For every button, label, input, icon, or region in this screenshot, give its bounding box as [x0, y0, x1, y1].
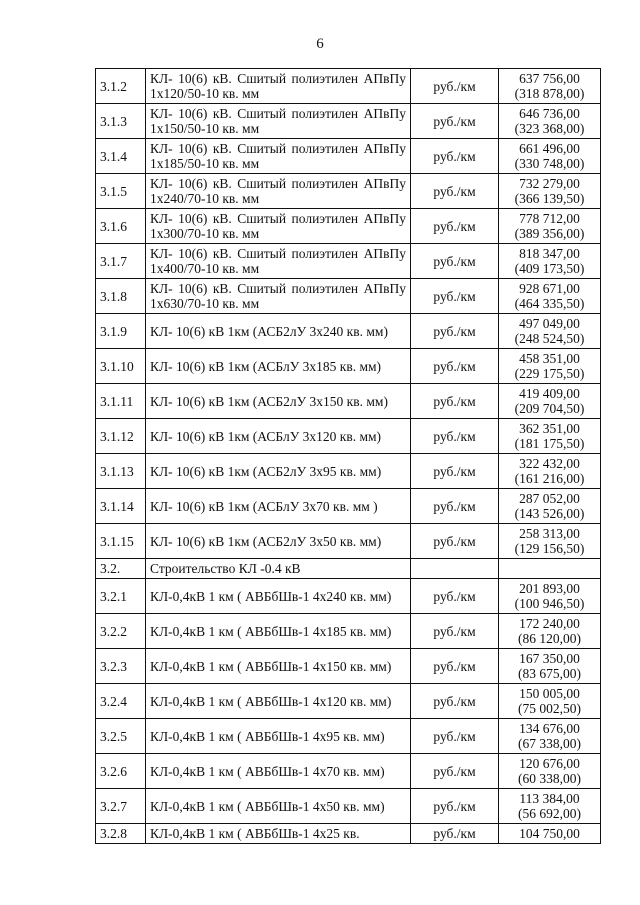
row-unit: руб./км [411, 614, 499, 649]
row-unit: руб./км [411, 104, 499, 139]
price-value-secondary: (67 338,00) [518, 736, 581, 751]
row-number: 3.1.12 [96, 419, 146, 454]
row-price [499, 489, 601, 524]
price-value: 150 005,00 [519, 686, 580, 701]
row-number: 3.2.5 [96, 719, 146, 754]
price-value-secondary: (60 338,00) [518, 771, 581, 786]
price-value: 928 671,00 [519, 281, 580, 296]
row-unit: руб./км [411, 349, 499, 384]
price-value: 732 279,00 [519, 176, 580, 191]
table-row [96, 524, 601, 559]
table-row [96, 279, 601, 314]
row-price [499, 789, 601, 824]
price-value-secondary: (248 524,50) [514, 331, 585, 346]
row-price [499, 419, 601, 454]
row-unit: руб./км [411, 419, 499, 454]
row-unit: руб./км [411, 454, 499, 489]
row-price [499, 244, 601, 279]
price-value-secondary: (366 139,50) [514, 191, 585, 206]
row-number: 3.1.10 [96, 349, 146, 384]
price-value-secondary: (143 526,00) [514, 506, 585, 521]
price-value-secondary: (464 335,50) [514, 296, 585, 311]
row-unit: руб./км [411, 579, 499, 614]
row-price [499, 209, 601, 244]
price-value-secondary: (129 156,50) [514, 541, 585, 556]
price-value: 458 351,00 [519, 351, 580, 366]
price-value-secondary: (209 704,50) [514, 401, 585, 416]
row-unit: руб./км [411, 524, 499, 559]
row-unit: руб./км [411, 824, 499, 844]
row-unit: руб./км [411, 279, 499, 314]
price-value: 258 313,00 [519, 526, 580, 541]
price-value: 646 736,00 [519, 106, 580, 121]
table-row [96, 384, 601, 419]
price-value: 778 712,00 [519, 211, 580, 226]
row-number: 3.2.6 [96, 754, 146, 789]
row-price [499, 349, 601, 384]
row-description: КЛ- 10(6) кВ. Сшитый полиэтилен АПвПу 1х150/50-10 кв. мм [146, 104, 411, 139]
price-value-secondary: (86 120,00) [518, 631, 581, 646]
table-row [96, 349, 601, 384]
row-number: 3.1.15 [96, 524, 146, 559]
table-row [96, 684, 601, 719]
price-value-secondary: (181 175,50) [514, 436, 585, 451]
row-number: 3.1.13 [96, 454, 146, 489]
price-value-secondary: (56 692,00) [518, 806, 581, 821]
row-description: КЛ- 10(6) кВ 1км (АСБ2лУ 3х95 кв. мм) [146, 454, 411, 489]
row-number: 3.1.3 [96, 104, 146, 139]
row-unit: руб./км [411, 139, 499, 174]
row-number: 3.2.4 [96, 684, 146, 719]
row-number: 3.1.9 [96, 314, 146, 349]
table-row [96, 419, 601, 454]
price-value: 167 350,00 [519, 651, 580, 666]
row-unit: руб./км [411, 719, 499, 754]
row-description: КЛ-0,4кВ 1 км ( АВБбШв-1 4х185 кв. мм) [146, 614, 411, 649]
row-description: КЛ-0,4кВ 1 км ( АВБбШв-1 4х95 кв. мм) [146, 719, 411, 754]
row-number: 3.2.2 [96, 614, 146, 649]
row-price [499, 754, 601, 789]
page-number: 6 [316, 36, 324, 52]
table-row [96, 824, 601, 844]
price-value-secondary: (409 173,50) [514, 261, 585, 276]
row-description: КЛ- 10(6) кВ. Сшитый полиэтилен АПвПу 1х240/70-10 кв. мм [146, 174, 411, 209]
row-unit [411, 559, 499, 579]
row-description: КЛ-0,4кВ 1 км ( АВБбШв-1 4х120 кв. мм) [146, 684, 411, 719]
row-unit: руб./км [411, 754, 499, 789]
row-description: КЛ- 10(6) кВ. Сшитый полиэтилен АПвПу 1х120/50-10 кв. мм [146, 69, 411, 104]
row-number: 3.1.4 [96, 139, 146, 174]
price-value-secondary: (323 368,00) [514, 121, 585, 136]
row-price [499, 384, 601, 419]
table-row [96, 209, 601, 244]
price-value: 113 384,00 [519, 791, 580, 806]
row-number: 3.1.5 [96, 174, 146, 209]
row-description: КЛ-0,4кВ 1 км ( АВБбШв-1 4х150 кв. мм) [146, 649, 411, 684]
row-description: КЛ-0,4кВ 1 км ( АВБбШв-1 4х240 кв. мм) [146, 579, 411, 614]
section-row [96, 559, 601, 579]
row-number: 3.1.11 [96, 384, 146, 419]
table-row [96, 754, 601, 789]
table-row [96, 69, 601, 104]
row-price [499, 579, 601, 614]
table-row [96, 314, 601, 349]
price-value-secondary: (318 878,00) [514, 86, 585, 101]
table-row [96, 489, 601, 524]
row-price [499, 314, 601, 349]
row-price [499, 454, 601, 489]
row-unit: руб./км [411, 789, 499, 824]
price-value-secondary: (229 175,50) [514, 366, 585, 381]
row-description: КЛ-0,4кВ 1 км ( АВБбШв-1 4х70 кв. мм) [146, 754, 411, 789]
row-unit: руб./км [411, 209, 499, 244]
price-value-secondary: (161 216,00) [514, 471, 585, 486]
row-number: 3.2. [96, 559, 146, 579]
row-description: КЛ- 10(6) кВ 1км (АСБ2лУ 3х50 кв. мм) [146, 524, 411, 559]
row-description: КЛ- 10(6) кВ 1км (АСБ2лУ 3х240 кв. мм) [146, 314, 411, 349]
row-unit: руб./км [411, 174, 499, 209]
row-description: КЛ- 10(6) кВ 1км (АСБлУ 3х120 кв. мм) [146, 419, 411, 454]
price-value: 497 049,00 [519, 316, 580, 331]
row-price [499, 719, 601, 754]
row-number: 3.1.6 [96, 209, 146, 244]
price-value: 287 052,00 [519, 491, 580, 506]
row-price [499, 279, 601, 314]
row-description: КЛ- 10(6) кВ 1км (АСБлУ 3х185 кв. мм) [146, 349, 411, 384]
table-row [96, 244, 601, 279]
row-number: 3.2.1 [96, 579, 146, 614]
row-number: 3.1.7 [96, 244, 146, 279]
row-description: КЛ- 10(6) кВ. Сшитый полиэтилен АПвПу 1х400/70-10 кв. мм [146, 244, 411, 279]
row-description: КЛ- 10(6) кВ. Сшитый полиэтилен АПвПу 1х185/50-10 кв. мм [146, 139, 411, 174]
price-table [95, 68, 601, 844]
row-price [499, 174, 601, 209]
row-price [499, 559, 601, 579]
price-value-secondary: (389 356,00) [514, 226, 585, 241]
row-price [499, 824, 601, 844]
table-row [96, 614, 601, 649]
table-row [96, 719, 601, 754]
row-number: 3.2.7 [96, 789, 146, 824]
row-description: КЛ- 10(6) кВ. Сшитый полиэтилен АПвПу 1х630/70-10 кв. мм [146, 279, 411, 314]
row-price [499, 139, 601, 174]
price-value-secondary: (330 748,00) [514, 156, 585, 171]
price-value-secondary: (83 675,00) [518, 666, 581, 681]
price-value: 661 496,00 [519, 141, 580, 156]
price-value: 818 347,00 [519, 246, 580, 261]
price-table-body [96, 69, 601, 844]
row-number: 3.2.8 [96, 824, 146, 844]
table-row [96, 174, 601, 209]
price-value: 419 409,00 [519, 386, 580, 401]
row-number: 3.1.14 [96, 489, 146, 524]
row-description: КЛ-0,4кВ 1 км ( АВБбШв-1 4х25 кв. [146, 824, 411, 844]
row-unit: руб./км [411, 244, 499, 279]
row-number: 3.1.2 [96, 69, 146, 104]
row-description: КЛ- 10(6) кВ 1км (АСБлУ 3х70 кв. мм ) [146, 489, 411, 524]
row-description: КЛ- 10(6) кВ. Сшитый полиэтилен АПвПу 1х300/70-10 кв. мм [146, 209, 411, 244]
price-value: 120 676,00 [519, 756, 580, 771]
row-description: КЛ-0,4кВ 1 км ( АВБбШв-1 4х50 кв. мм) [146, 789, 411, 824]
row-price [499, 614, 601, 649]
row-price [499, 684, 601, 719]
row-price [499, 524, 601, 559]
row-unit: руб./км [411, 314, 499, 349]
row-description: КЛ- 10(6) кВ 1км (АСБ2лУ 3х150 кв. мм) [146, 384, 411, 419]
price-value: 104 750,00 [519, 826, 580, 841]
row-price [499, 69, 601, 104]
table-row [96, 454, 601, 489]
row-description: Строительство КЛ -0.4 кВ [146, 559, 411, 579]
price-value-secondary: (100 946,50) [514, 596, 585, 611]
price-value: 322 432,00 [519, 456, 580, 471]
price-value: 201 893,00 [519, 581, 580, 596]
price-value: 362 351,00 [519, 421, 580, 436]
row-unit: руб./км [411, 649, 499, 684]
row-unit: руб./км [411, 684, 499, 719]
price-value: 172 240,00 [519, 616, 580, 631]
row-unit: руб./км [411, 489, 499, 524]
table-row [96, 649, 601, 684]
table-row [96, 104, 601, 139]
row-price [499, 104, 601, 139]
table-row [96, 789, 601, 824]
row-number: 3.2.3 [96, 649, 146, 684]
row-unit: руб./км [411, 69, 499, 104]
row-price [499, 649, 601, 684]
table-row [96, 579, 601, 614]
price-value-secondary: (75 002,50) [518, 701, 581, 716]
row-unit: руб./км [411, 384, 499, 419]
price-value: 134 676,00 [519, 721, 580, 736]
row-number: 3.1.8 [96, 279, 146, 314]
price-value: 637 756,00 [519, 71, 580, 86]
table-row [96, 139, 601, 174]
